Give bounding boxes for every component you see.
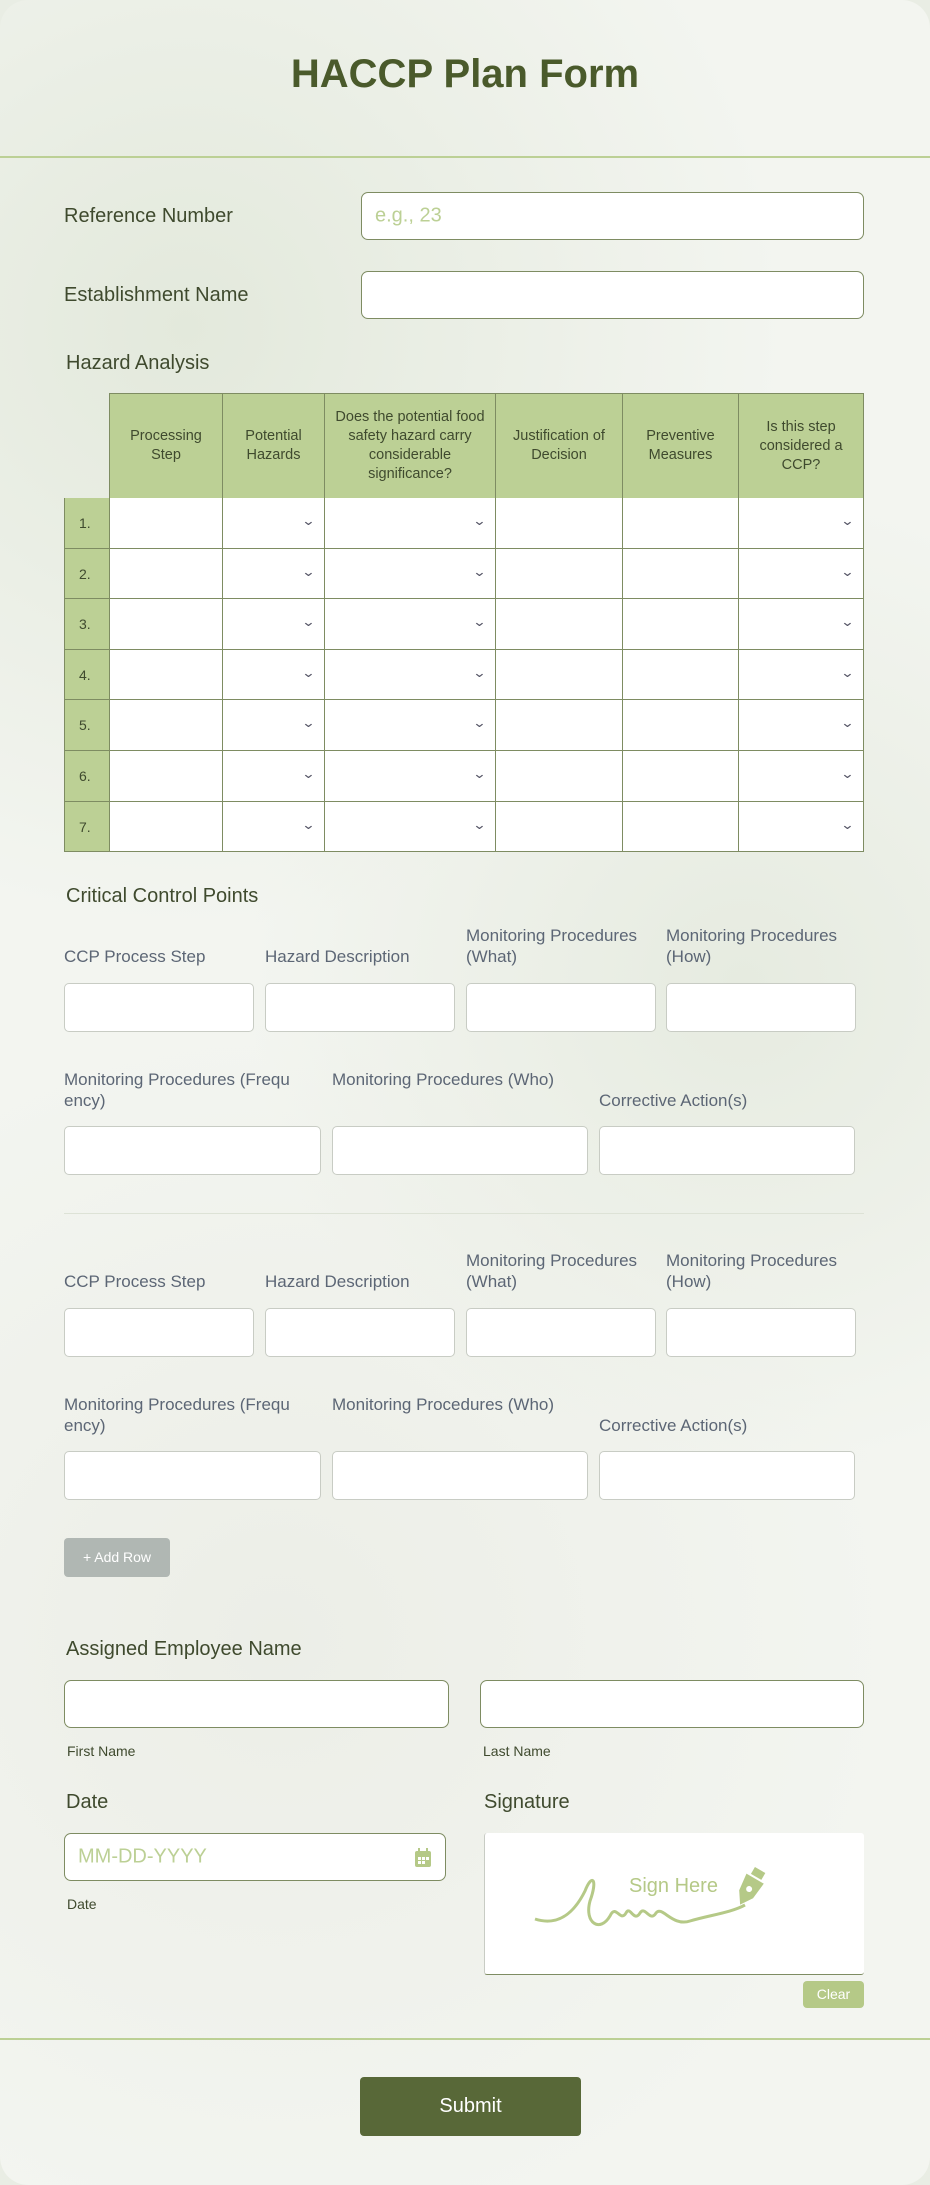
date-sublabel: Date [67,1896,97,1912]
input-justification[interactable] [496,751,623,802]
monitoring-how-label: Monitoring Procedures (How) [666,926,838,966]
signature-scribble-icon [530,1861,850,1941]
input-justification[interactable] [496,599,623,650]
input-justification[interactable] [496,802,623,853]
input-justification[interactable] [496,549,623,600]
input-preventive-measures[interactable] [623,498,739,549]
monitoring-what-input[interactable] [466,1308,656,1357]
chevron-down-icon: ⌄ [472,664,487,680]
input-preventive-measures[interactable] [623,599,739,650]
monitoring-what-input[interactable] [466,983,656,1032]
chevron-down-icon: ⌄ [472,766,487,781]
chevron-down-icon: ⌄ [840,715,855,731]
monitoring-frequency-input[interactable] [64,1126,321,1175]
dropdown-significance[interactable] [325,599,496,650]
input-processing-step[interactable] [109,549,223,600]
monitoring-who-label: Monitoring Procedures (Who) [332,1070,555,1089]
signature-pad[interactable] [484,1833,864,1975]
chevron-down-icon: ⌄ [301,715,316,731]
column-header-is-ccp: Is this step considered a CCP? [739,393,864,498]
row-number: 1. [64,498,109,549]
monitoring-who-input[interactable] [332,1126,588,1175]
column-header-justification: Justification of Decision [496,393,623,498]
monitoring-how-input[interactable] [666,1308,856,1357]
chevron-down-icon: ⌄ [840,513,855,528]
corrective-actions-label: Corrective Action(s) [599,1416,748,1435]
dropdown-significance[interactable] [325,650,496,701]
input-processing-step[interactable] [109,751,223,802]
chevron-down-icon: ⌄ [472,715,487,731]
row-number: 2. [64,549,109,600]
hazard-description-label: Hazard Description [265,1272,410,1291]
column-header-potential-hazards: Potential Hazards [223,393,325,498]
hazard-analysis-table [64,393,864,852]
ccp-process-step-label: CCP Process Step [64,1272,206,1291]
input-processing-step[interactable] [109,498,223,549]
signature-heading: Signature [484,1791,570,1813]
corrective-actions-input[interactable] [599,1126,855,1175]
chevron-down-icon: ⌄ [840,614,855,630]
dropdown-is-ccp[interactable] [739,549,864,600]
input-processing-step[interactable] [109,599,223,650]
dropdown-significance[interactable] [325,549,496,600]
ccp-process-step-input[interactable] [64,983,254,1032]
corrective-actions-label: Corrective Action(s) [599,1091,748,1110]
date-input[interactable] [64,1833,446,1881]
chevron-down-icon: ⌄ [472,614,487,630]
chevron-down-icon: ⌄ [301,563,316,579]
footer-divider [0,2038,930,2040]
row-number: 3. [64,599,109,650]
chevron-down-icon: ⌄ [301,816,316,832]
date-heading: Date [66,1791,109,1813]
input-justification[interactable] [496,498,623,549]
first-name-sublabel: First Name [67,1743,136,1759]
date-placeholder: MM-DD-YYYY [78,1845,207,1868]
input-justification[interactable] [496,700,623,751]
dropdown-is-ccp[interactable] [739,751,864,802]
dropdown-is-ccp[interactable] [739,802,864,853]
ccp-process-step-input[interactable] [64,1308,254,1357]
reference-number-input[interactable] [361,192,864,240]
employee-heading: Assigned Employee Name [66,1638,302,1660]
chevron-down-icon: ⌄ [840,563,855,579]
divider [0,156,930,158]
input-preventive-measures[interactable] [623,549,739,600]
ccp-heading: Critical Control Points [66,885,259,907]
chevron-down-icon: ⌄ [472,513,487,528]
input-processing-step[interactable] [109,802,223,853]
dropdown-is-ccp[interactable] [739,498,864,549]
reference-placeholder: e.g., 23 [375,204,442,227]
chevron-down-icon: ⌄ [840,816,855,832]
last-name-input[interactable] [480,1680,864,1728]
input-processing-step[interactable] [109,700,223,751]
input-preventive-measures[interactable] [623,650,739,701]
monitoring-who-input[interactable] [332,1451,588,1500]
submit-button[interactable]: Submit [360,2077,581,2136]
chevron-down-icon: ⌄ [301,513,316,528]
sign-here-prompt: Sign Here [629,1875,718,1897]
ccp-process-step-label: CCP Process Step [64,947,206,966]
row-number: 4. [64,650,109,701]
chevron-down-icon: ⌄ [840,664,855,680]
monitoring-how-input[interactable] [666,983,856,1032]
establishment-label: Establishment Name [64,284,249,306]
input-preventive-measures[interactable] [623,751,739,802]
chevron-down-icon: ⌄ [840,766,855,781]
ccp-divider [64,1213,864,1214]
dropdown-is-ccp[interactable] [739,599,864,650]
add-row-button[interactable]: + Add Row [64,1538,170,1577]
chevron-down-icon: ⌄ [301,664,316,680]
monitoring-who-label: Monitoring Procedures (Who) [332,1395,555,1414]
monitoring-frequency-label: Monitoring Procedures (Frequ ency) [64,1070,290,1110]
monitoring-frequency-label: Monitoring Procedures (Frequ ency) [64,1395,290,1435]
clear-signature-button[interactable]: Clear [803,1981,864,2008]
calendar-icon[interactable] [414,1848,432,1868]
chevron-down-icon: ⌄ [301,766,316,781]
dropdown-potential-hazards[interactable] [223,650,325,701]
chevron-down-icon: ⌄ [472,563,487,579]
row-number: 6. [64,751,109,802]
dropdown-potential-hazards[interactable] [223,498,325,549]
dropdown-significance[interactable] [325,802,496,853]
input-processing-step[interactable] [109,650,223,701]
monitoring-how-label: Monitoring Procedures (How) [666,1251,838,1291]
hazard-description-input[interactable] [265,983,455,1032]
monitoring-frequency-input[interactable] [64,1451,321,1500]
chevron-down-icon: ⌄ [472,816,487,832]
input-preventive-measures[interactable] [623,700,739,751]
establishment-name-input[interactable] [361,271,864,319]
dropdown-potential-hazards[interactable] [223,751,325,802]
row-number: 5. [64,700,109,751]
input-justification[interactable] [496,650,623,701]
page-title: HACCP Plan Form [290,52,640,96]
reference-label: Reference Number [64,205,233,227]
column-header-significance: Does the potential food safety hazard carry considerable significance? [325,393,496,498]
dropdown-potential-hazards[interactable] [223,700,325,751]
hazard-analysis-heading: Hazard Analysis [66,352,210,374]
dropdown-potential-hazards[interactable] [223,549,325,600]
dropdown-is-ccp[interactable] [739,700,864,751]
dropdown-is-ccp[interactable] [739,650,864,701]
last-name-sublabel: Last Name [483,1743,551,1759]
corrective-actions-input[interactable] [599,1451,855,1500]
dropdown-significance[interactable] [325,700,496,751]
first-name-input[interactable] [64,1680,449,1728]
column-header-preventive-measures: Preventive Measures [623,393,739,498]
dropdown-potential-hazards[interactable] [223,599,325,650]
chevron-down-icon: ⌄ [301,614,316,630]
row-number: 7. [64,802,109,853]
column-header-processing-step: Processing Step [109,393,223,498]
monitoring-what-label: Monitoring Procedures (What) [466,1251,638,1291]
monitoring-what-label: Monitoring Procedures (What) [466,926,638,966]
hazard-description-label: Hazard Description [265,947,410,966]
dropdown-significance[interactable] [325,751,496,802]
dropdown-significance[interactable] [325,498,496,549]
hazard-description-input[interactable] [265,1308,455,1357]
dropdown-potential-hazards[interactable] [223,802,325,853]
input-preventive-measures[interactable] [623,802,739,853]
